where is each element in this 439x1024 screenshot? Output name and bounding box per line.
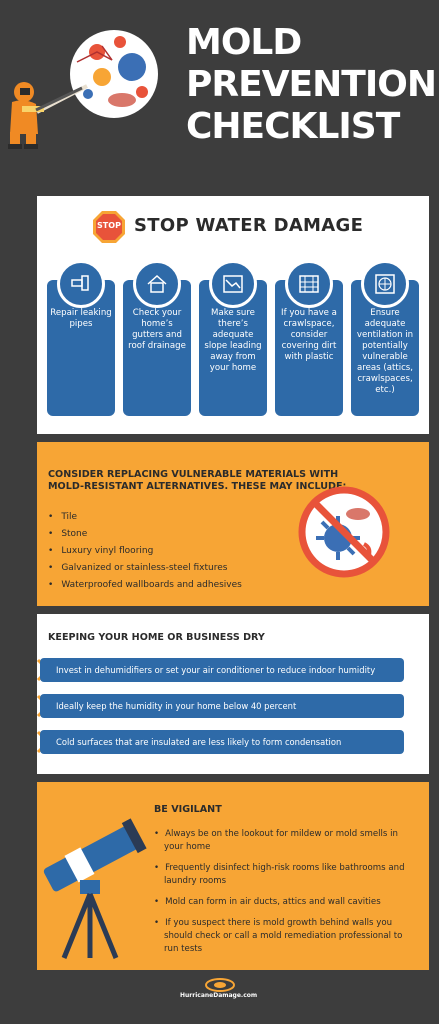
crawlspace-icon — [297, 272, 321, 296]
list-item: • Always be on the lookout for mildew or mold smells in your home — [154, 828, 410, 854]
keeping-dry-title: KEEPING YOUR HOME OR BUSINESS DRY — [48, 632, 265, 643]
dry-tip-bar: Ideally keep the humidity in your home below 40 percent — [40, 694, 404, 718]
pipe-icon — [69, 272, 93, 296]
slope-chart-icon — [221, 272, 245, 296]
list-item: • Mold can form in air ducts, attics and wall cavities — [154, 896, 410, 909]
worker-spraying-mold-illustration — [2, 22, 177, 172]
header — [0, 0, 439, 190]
stop-water-damage-title: STOP WATER DAMAGE — [134, 215, 364, 236]
materials-title: CONSIDER REPLACING VULNERABLE MATERIALS WITH MOLD-RESISTANT ALTERNATIVES. THESE MAY INCLUDE: — [48, 469, 347, 492]
materials-list — [48, 509, 242, 594]
telescope-icon — [40, 810, 150, 960]
card-text: Repair leaking pipes — [50, 308, 112, 329]
list-item: • Galvanized or stainless-steel fixtures — [48, 560, 242, 577]
title-line-1: MOLD — [186, 22, 302, 63]
stop-badge-text: STOP — [97, 221, 121, 230]
card-text: Check your home’s gutters and roof drainage — [128, 308, 186, 351]
list-item: • Stone — [48, 526, 242, 543]
title-line-2: PREVENTION — [186, 64, 436, 105]
list-item: • Tile — [48, 509, 242, 526]
list-item: • Waterproofed wallboards and adhesives — [48, 577, 242, 594]
house-icon — [145, 272, 169, 296]
card-slope — [199, 260, 267, 416]
card-repair-pipes — [47, 260, 115, 416]
footer-brand: HurricaneDamage.com — [180, 992, 258, 999]
dry-tip-bar: Invest in dehumidifiers or set your air conditioner to reduce indoor humidity — [40, 658, 404, 682]
card-crawlspace — [275, 260, 343, 416]
list-item: • If you suspect there is mold growth behind walls you should check or call a mold remediation professional to run tests — [154, 917, 410, 956]
no-mold-icon — [298, 486, 390, 578]
list-item: • Luxury vinyl flooring — [48, 543, 242, 560]
vent-icon — [373, 272, 397, 296]
page-title — [186, 22, 436, 148]
water-damage-cards — [47, 260, 419, 420]
card-text: Make sure there’s adequate slope leading away from your home — [204, 308, 262, 373]
be-vigilant-title: BE VIGILANT — [154, 804, 222, 815]
card-ventilation — [351, 260, 419, 416]
card-text: If you have a crawlspace, consider covering dirt with plastic — [281, 308, 337, 362]
card-text: Ensure adequate ventilation in potentially vulnerable areas (attics, crawlspaces, etc.) — [356, 308, 414, 395]
stop-sign-icon — [92, 210, 126, 244]
vigilant-list — [154, 828, 410, 964]
list-item: • Frequently disinfect high-risk rooms like bathrooms and laundry rooms — [154, 862, 410, 888]
title-line-3: CHECKLIST — [186, 106, 400, 147]
dry-tip-bar: Cold surfaces that are insulated are less likely to form condensation — [40, 730, 404, 754]
brand-logo-icon — [205, 978, 235, 992]
card-gutters — [123, 260, 191, 416]
